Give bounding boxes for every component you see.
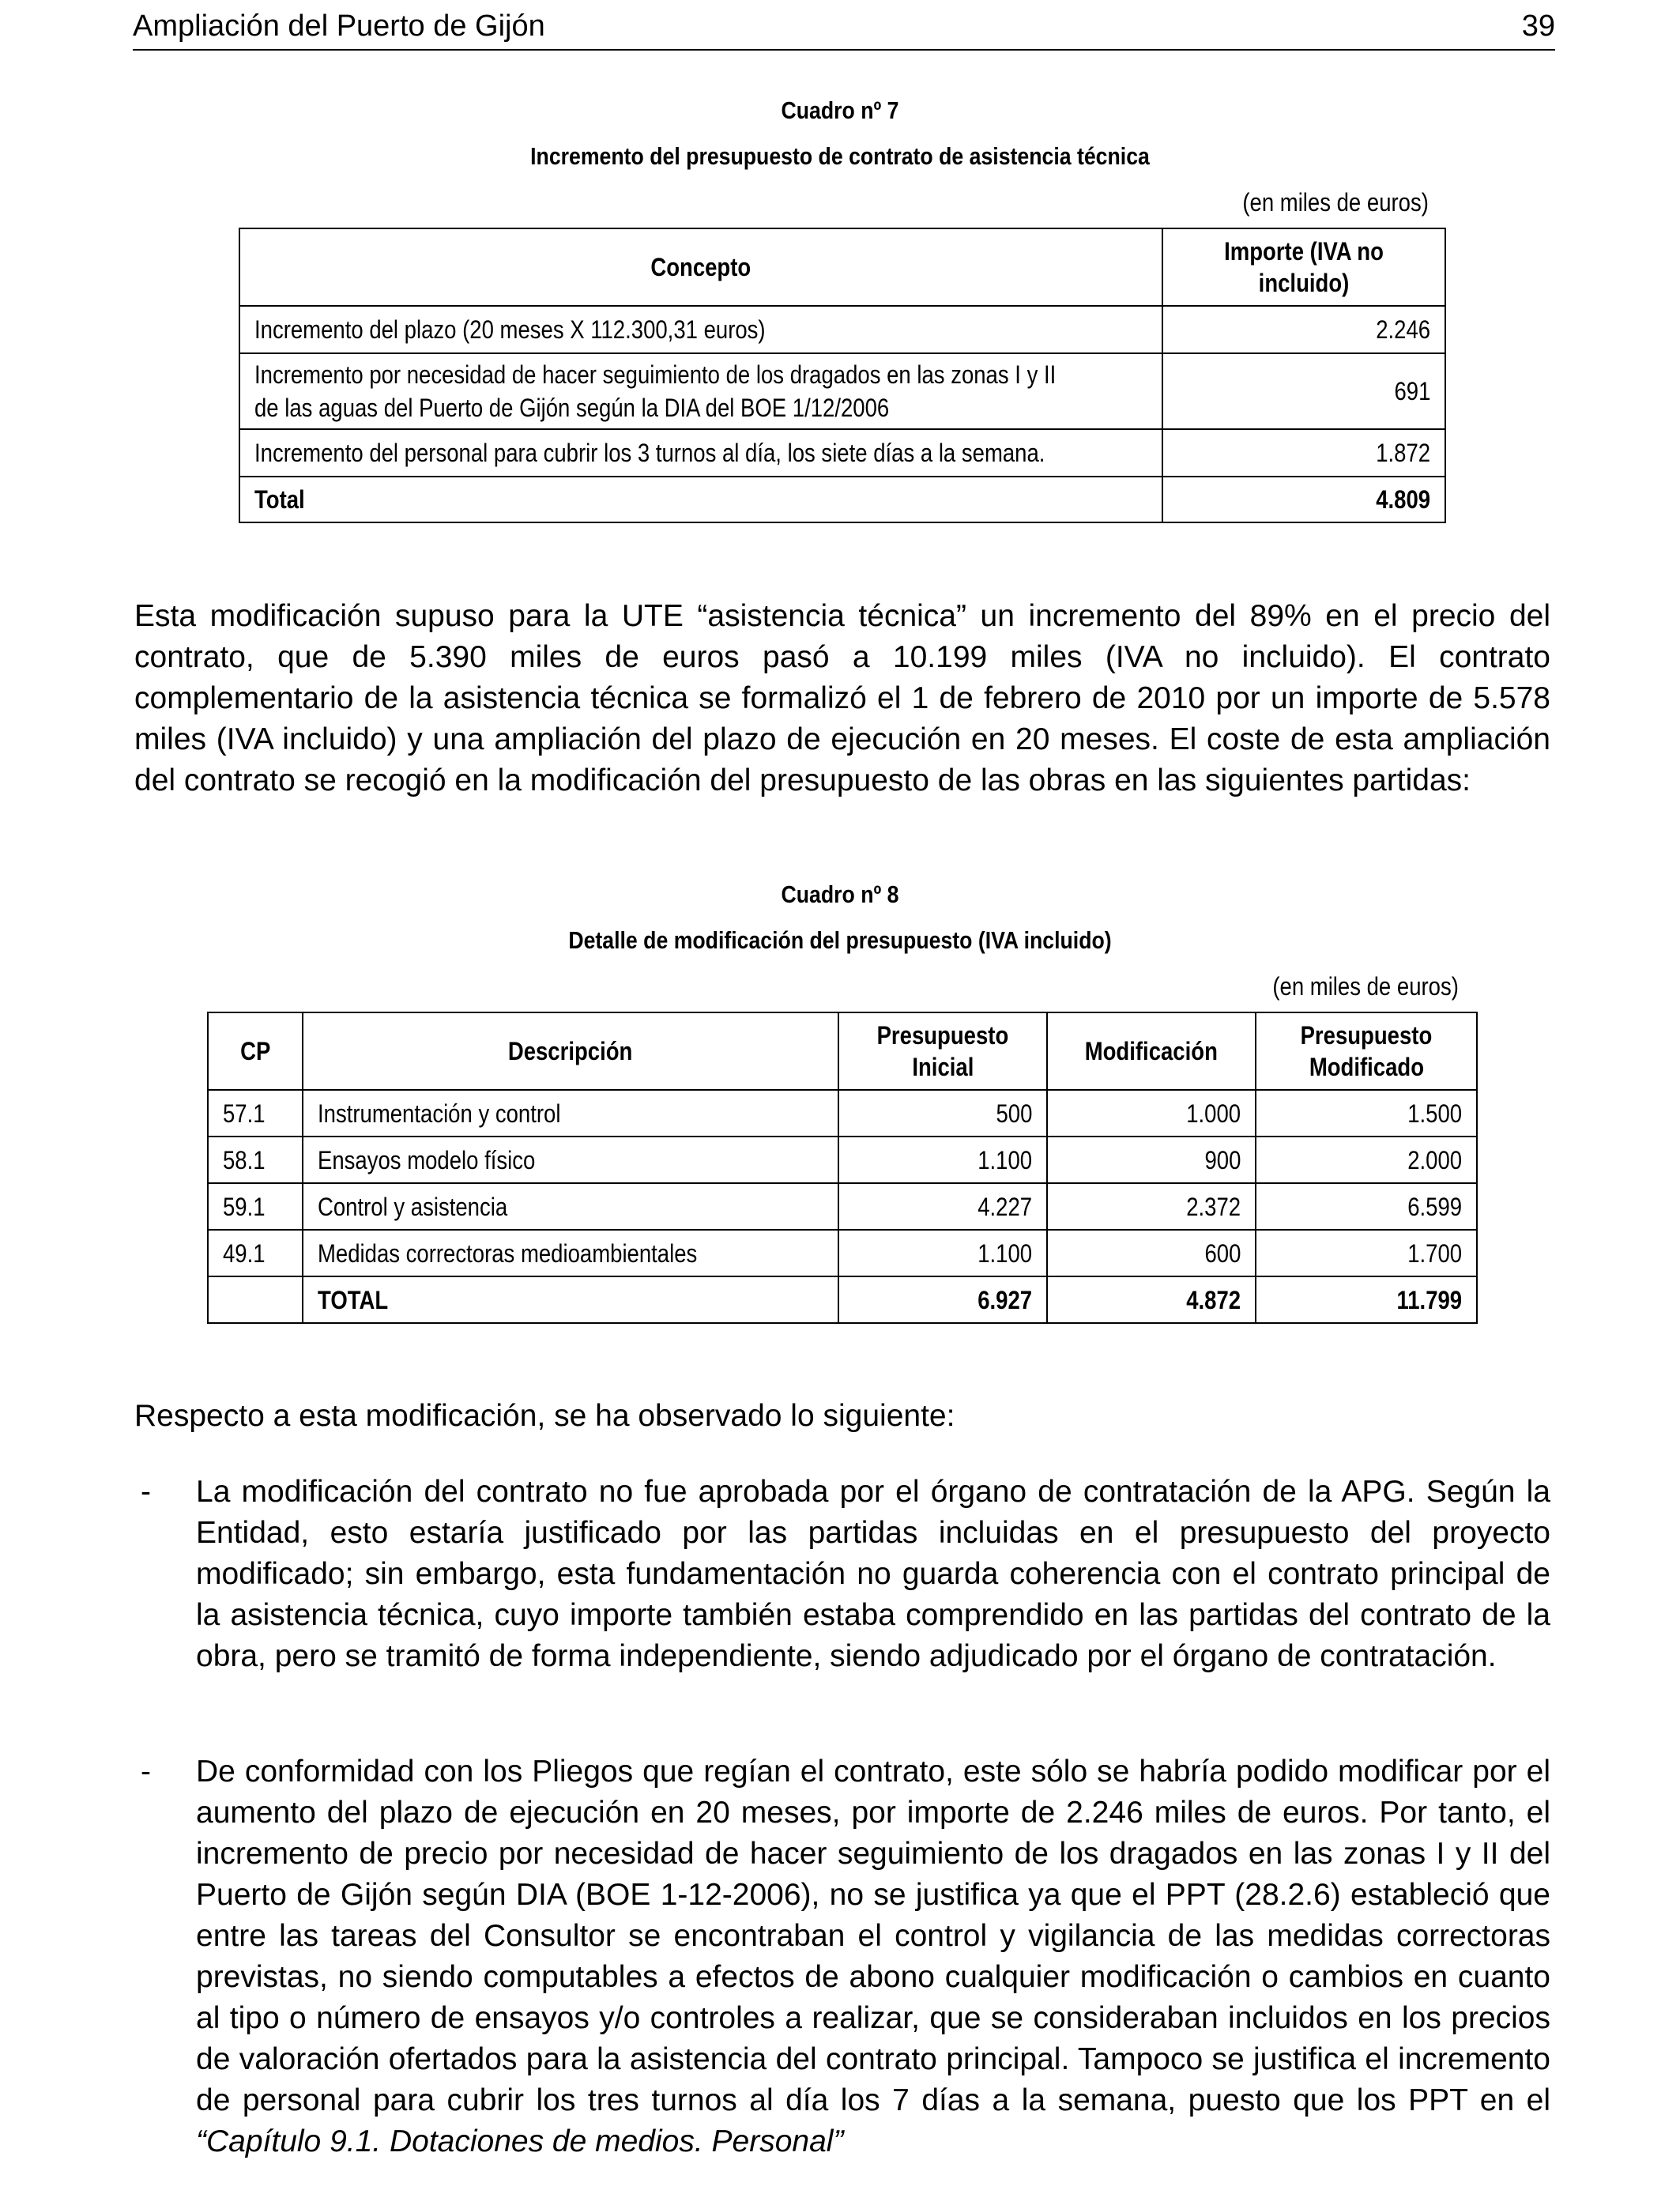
table7-total-label: Total: [239, 477, 1162, 522]
table7-concepto: Incremento por necesidad de hacer seguimiento de los dragados en las zonas I y II de las aguas del Puerto de Gijón según la DIA del BOE 1/12/2006: [239, 353, 1162, 429]
paragraph-1: Esta modificación supuso para la UTE “asistencia técnica” un incremento del 89% en el precio del contrato, que de 5.390 miles de euros pasó a 10.199 miles (IVA no incluido). El contrato complementario de la asistencia técnica se formalizó el 1 de febrero de 2010 por un importe de 5.578 miles (IVA incluido) y una ampliación del plazo de ejecución en 20 meses. El coste de esta ampliación del contrato se recogió en la modificación del presupuesto de las obras en las siguientes partidas:: [134, 599, 1550, 797]
table8-total-label: TOTAL: [303, 1276, 838, 1323]
table8-cp: 57.1: [208, 1090, 303, 1137]
table7-header-importe: Importe (IVA no incluido): [1162, 228, 1445, 306]
table8-cp: 59.1: [208, 1183, 303, 1230]
table7-unit: (en miles de euros): [1242, 188, 1429, 217]
table7-title: Incremento del presupuesto de contrato de asistencia técnica: [530, 142, 1150, 170]
table8-header-cp: CP: [208, 1012, 303, 1090]
table8-modificacion: 2.372: [1047, 1183, 1256, 1230]
paragraph-2: Respecto a esta modificación, se ha observado lo siguiente:: [134, 1399, 955, 1433]
table8-cp: [208, 1276, 303, 1323]
table8-cp: 49.1: [208, 1230, 303, 1276]
table-row: [239, 306, 1445, 353]
table7-caption: Cuadro nº 7: [781, 96, 899, 124]
table-row: [239, 429, 1445, 477]
table8-header-descripcion: Descripción: [303, 1012, 838, 1090]
table8-total-inicial: 6.927: [838, 1276, 1047, 1323]
table8-header-row: [208, 1012, 1477, 1090]
table8-modificado: 1.700: [1256, 1230, 1477, 1276]
page-number: 39: [1521, 9, 1555, 43]
table-7: [239, 228, 1446, 523]
table7-concepto: Incremento del plazo (20 meses X 112.300,31 euros): [239, 306, 1162, 353]
table8-total-modificado: 11.799: [1256, 1276, 1477, 1323]
table8-title: Detalle de modificación del presupuesto (IVA incluido): [568, 926, 1112, 954]
table8-inicial: 4.227: [838, 1183, 1047, 1230]
table8-descripcion: Instrumentación y control: [303, 1090, 838, 1137]
bullet-text: [196, 1751, 1550, 2162]
table-row: [208, 1090, 1477, 1137]
table8-modificado: 1.500: [1256, 1090, 1477, 1137]
bullet-text: La modificación del contrato no fue aprobada por el órgano de contratación de la APG. Según la Entidad, esto estaría justificado por las partidas incluidas en el presupuesto del proyecto modificado; sin embargo, esta fundamentación no guarda coherencia con el contrato principal de la asistencia técnica, cuyo importe también estaba comprendido en las partidas del contrato de la obra, pero se tramitó de forma independiente, siendo adjudicado por el órgano de contratación.: [196, 1475, 1550, 1673]
table7-importe: 1.872: [1162, 429, 1445, 477]
table-row: [208, 1183, 1477, 1230]
table7-importe: 2.246: [1162, 306, 1445, 353]
table8-header-inicial: Presupuesto Inicial: [838, 1012, 1047, 1090]
table7-concepto: Incremento del personal para cubrir los 3 turnos al día, los siete días a la semana.: [239, 429, 1162, 477]
table8-total-row: [208, 1276, 1477, 1323]
bullet-text-italic: “Capítulo 9.1. Dotaciones de medios. Personal”: [196, 2124, 844, 2158]
table8-inicial: 500: [838, 1090, 1047, 1137]
table8-descripcion: Medidas correctoras medioambientales: [303, 1230, 838, 1276]
bullet-dash: -: [141, 1475, 151, 1509]
table8-unit: (en miles de euros): [1272, 972, 1459, 1001]
bullet-dash: -: [141, 1755, 151, 1789]
table-row: [208, 1137, 1477, 1183]
table7-total-row: [239, 477, 1445, 522]
table8-modificado: 2.000: [1256, 1137, 1477, 1183]
table8-inicial: 1.100: [838, 1137, 1047, 1183]
table7-total-value: 4.809: [1162, 477, 1445, 522]
table7-importe: 691: [1162, 353, 1445, 429]
table8-inicial: 1.100: [838, 1230, 1047, 1276]
table8-modificacion: 600: [1047, 1230, 1256, 1276]
table-row: [239, 353, 1445, 429]
table8-modificacion: 1.000: [1047, 1090, 1256, 1137]
table7-header-row: [239, 228, 1445, 306]
bullet-text-body: De conformidad con los Pliegos que regían el contrato, este sólo se habría podido modificar por el aumento del plazo de ejecución en 20 meses, por importe de 2.246 miles de euros. Por tanto, el incremento de precio por necesidad de hacer seguimiento de los dragados en las zonas I y II del Puerto de Gijón según DIA (BOE 1-12-2006), no se justifica ya que el PPT (28.2.6) estableció que entre las tareas del Consultor se encontraban el control y vigilancia de las medidas correctoras previstas, no siendo computables a efectos de abono cualquier modificación o cambios en cuanto al tipo o número de ensayos y/o controles a realizar, que se consideraban incluidos en los precios de valoración ofertados para la asistencia del contrato principal. Tampoco se justifica el incremento de personal para cubrir los tres turnos al día los 7 días a la semana, puesto que los PPT en el: [196, 1755, 1550, 2117]
table8-header-modificado: Presupuesto Modificado: [1256, 1012, 1477, 1090]
table8-header-modificacion: Modificación: [1047, 1012, 1256, 1090]
table8-descripcion: Ensayos modelo físico: [303, 1137, 838, 1183]
table-row: [208, 1230, 1477, 1276]
page-header: [133, 6, 1555, 51]
table8-cp: 58.1: [208, 1137, 303, 1183]
table8-modificacion: 900: [1047, 1137, 1256, 1183]
table8-modificado: 6.599: [1256, 1183, 1477, 1230]
table-8: [207, 1012, 1478, 1324]
table8-caption: Cuadro nº 8: [781, 880, 899, 908]
table8-total-modificacion: 4.872: [1047, 1276, 1256, 1323]
table8-descripcion: Control y asistencia: [303, 1183, 838, 1230]
header-title: Ampliación del Puerto de Gijón: [133, 9, 545, 43]
table7-header-concepto: Concepto: [239, 228, 1162, 306]
